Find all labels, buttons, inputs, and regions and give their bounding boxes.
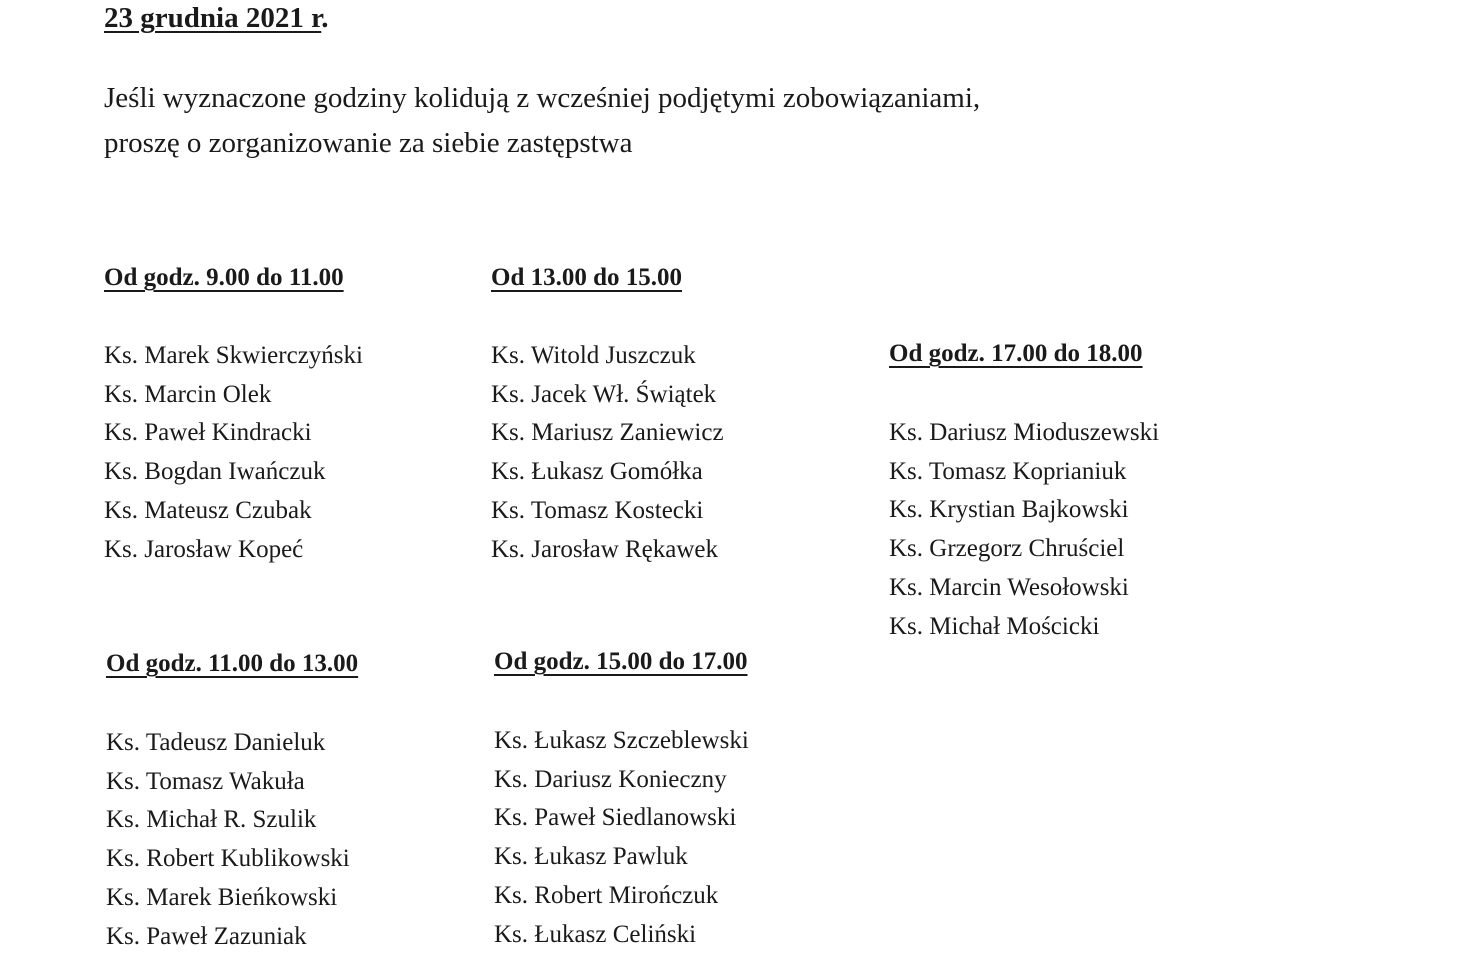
name-list — [104, 337, 363, 569]
name-list — [491, 337, 724, 569]
list-item: Ks. Mateusz Czubak — [104, 496, 312, 524]
list-item: Ks. Grzegorz Chruściel — [889, 535, 1125, 563]
group-title: Od 13.00 do 15.00 — [491, 264, 683, 291]
group-title: Od godz. 9.00 do 11.00 — [104, 264, 344, 291]
date-heading — [104, 2, 329, 35]
list-item: Ks. Dariusz Konieczny — [494, 765, 727, 793]
group-title: Od godz. 11.00 do 13.00 — [106, 650, 359, 677]
schedule-group-1300-1500 — [491, 263, 724, 563]
list-item: Ks. Jarosław Kopeć — [104, 535, 304, 563]
list-item: Ks. Łukasz Gomółka — [491, 458, 703, 486]
list-item: Ks. Jarosław Rękawek — [491, 535, 719, 563]
group-title: Od godz. 15.00 do 17.00 — [494, 648, 748, 675]
group-title: Od godz. 17.00 do 18.00 — [889, 340, 1143, 367]
list-item: Ks. Tomasz Kostecki — [491, 496, 704, 524]
list-item: Ks. Robert Mirończuk — [494, 881, 719, 909]
schedule-group-1500-1700 — [494, 647, 749, 948]
list-item: Ks. Marek Skwierczyński — [104, 342, 363, 369]
list-item: Ks. Łukasz Szczeblewski — [494, 727, 749, 754]
schedule-group-1100-1300 — [106, 649, 359, 950]
list-item: Ks. Paweł Zazuniak — [106, 922, 307, 950]
list-item: Ks. Michał Mościcki — [889, 612, 1100, 640]
list-item: Ks. Łukasz Celiński — [494, 920, 697, 948]
list-item: Ks. Dariusz Mioduszewski — [889, 419, 1160, 446]
list-item: Ks. Marek Bieńkowski — [106, 883, 338, 911]
list-item: Ks. Witold Juszczuk — [491, 342, 696, 369]
list-item: Ks. Tadeusz Danieluk — [106, 729, 326, 756]
list-item: Ks. Bogdan Iwańczuk — [104, 458, 326, 486]
list-item: Ks. Robert Kublikowski — [106, 845, 350, 873]
name-list — [106, 724, 350, 956]
intro-line-2: proszę o zorganizowanie za siebie zastępstwa — [104, 127, 633, 159]
list-item: Ks. Marcin Wesołowski — [889, 573, 1129, 601]
date-period: . — [321, 2, 329, 34]
list-item: Ks. Marcin Olek — [104, 380, 272, 408]
list-item: Ks. Tomasz Wakuła — [106, 767, 305, 795]
list-item: Ks. Krystian Bajkowski — [889, 496, 1129, 524]
list-item: Ks. Paweł Kindracki — [104, 419, 312, 447]
list-item: Ks. Łukasz Pawluk — [494, 843, 688, 871]
schedule-group-0900-1100 — [104, 263, 363, 563]
list-item: Ks. Paweł Siedlanowski — [494, 804, 737, 832]
list-item: Ks. Mariusz Zaniewicz — [491, 419, 724, 447]
list-item: Ks. Tomasz Koprianiuk — [889, 457, 1127, 485]
name-list — [889, 414, 1159, 646]
intro-paragraph — [104, 76, 980, 166]
schedule-group-1700-1800 — [889, 339, 1160, 640]
intro-line-1: Jeśli wyznaczone godziny kolidują z wcześniej podjętymi zobowiązaniami, — [104, 82, 981, 114]
name-list — [494, 722, 749, 954]
list-item: Ks. Jacek Wł. Świątek — [491, 380, 717, 408]
list-item: Ks. Michał R. Szulik — [106, 806, 317, 834]
date-text: 23 grudnia 2021 r — [104, 2, 322, 34]
